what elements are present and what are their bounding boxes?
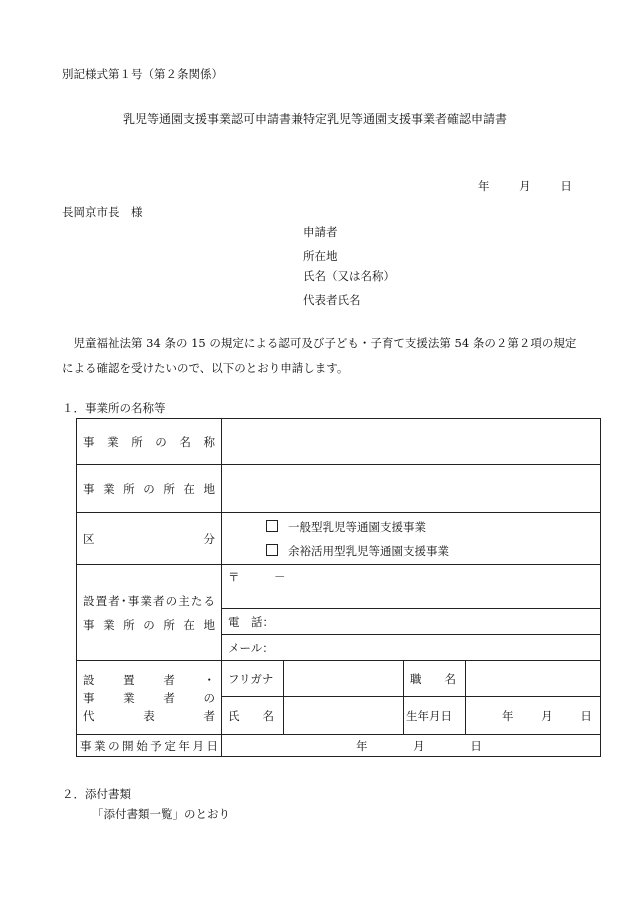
postal-field[interactable]: 〒 － [222,565,601,609]
facility-address-field[interactable] [222,465,601,513]
main-office-label [77,565,222,661]
representative-label-1: 設置者・ [83,672,215,687]
furigana-field[interactable] [284,661,404,697]
date-day: 日 [560,179,572,193]
section2-heading: ２．添付書類 [62,787,131,801]
facility-name-field[interactable] [222,419,601,465]
phone-field[interactable]: 電 話： [222,609,601,635]
birth-year: 年 [502,708,514,723]
category-options [222,513,601,565]
date-line [478,178,572,194]
category-label-2: 分 [203,531,215,546]
category-option-general-label: 一般型乳児等通園支援事業 [288,519,426,534]
category-label [77,513,222,565]
start-day: 日 [470,738,482,753]
representative-label [77,661,222,735]
checkbox-icon[interactable] [266,544,278,556]
applicant-heading: 申請者 [303,225,338,239]
section2-text: 「添付書類一覧」のとおり [92,807,230,821]
start-month: 月 [413,738,425,753]
main-office-label-1: 設置者･事業者の主たる [83,593,215,608]
rep-name-label: 氏 名 [222,697,284,735]
main-office-label-2: 事業所の所在地 [83,617,215,632]
representative-label-2: 事業者の [83,690,215,705]
birth-day: 日 [580,708,592,723]
birthdate-label: 生年月日 [404,697,466,735]
applicant-address-label: 所在地 [303,249,338,263]
furigana-label: フリガナ [222,661,284,697]
email-field[interactable]: メール： [222,635,601,661]
position-label: 職 名 [404,661,466,697]
section1-heading: １．事業所の名称等 [62,401,166,415]
form-number: 別記様式第１号（第２条関係） [62,67,223,81]
category-label-1: 区 [83,531,95,546]
birthdate-field[interactable] [466,697,601,735]
applicant-representative-label: 代表者氏名 [303,293,361,307]
start-year: 年 [356,738,368,753]
start-date-field[interactable] [222,735,601,757]
addressee: 長岡京市長 様 [62,205,143,219]
category-option-surplus-label: 余裕活用型乳児等通園支援事業 [288,543,449,558]
facility-info-table [76,418,601,757]
start-date-label: 事業の開始予定年月日 [77,735,222,757]
document-title: 乳児等通園支援事業認可申請書兼特定乳児等通園支援事業者確認申請書 [122,112,507,126]
facility-address-label: 事業所の所在地 [77,465,222,513]
representative-label-3: 代表者 [83,708,215,723]
date-year: 年 [478,179,490,193]
applicant-name-label: 氏名（又は名称） [303,269,395,283]
application-statement: 児童福祉法第 34 条の 15 の規定による認可及び子ども・子育て支援法第 54 条の２第２項の規定による確認を受けたいので、以下のとおり申請します。 [62,336,577,375]
checkbox-icon[interactable] [266,520,278,532]
facility-name-label: 事業所の名称 [77,419,222,465]
birth-month: 月 [541,708,553,723]
rep-name-field[interactable] [284,697,404,735]
category-option-surplus[interactable] [228,539,594,563]
position-field[interactable] [466,661,601,697]
date-month: 月 [519,179,531,193]
category-option-general[interactable] [228,515,594,539]
